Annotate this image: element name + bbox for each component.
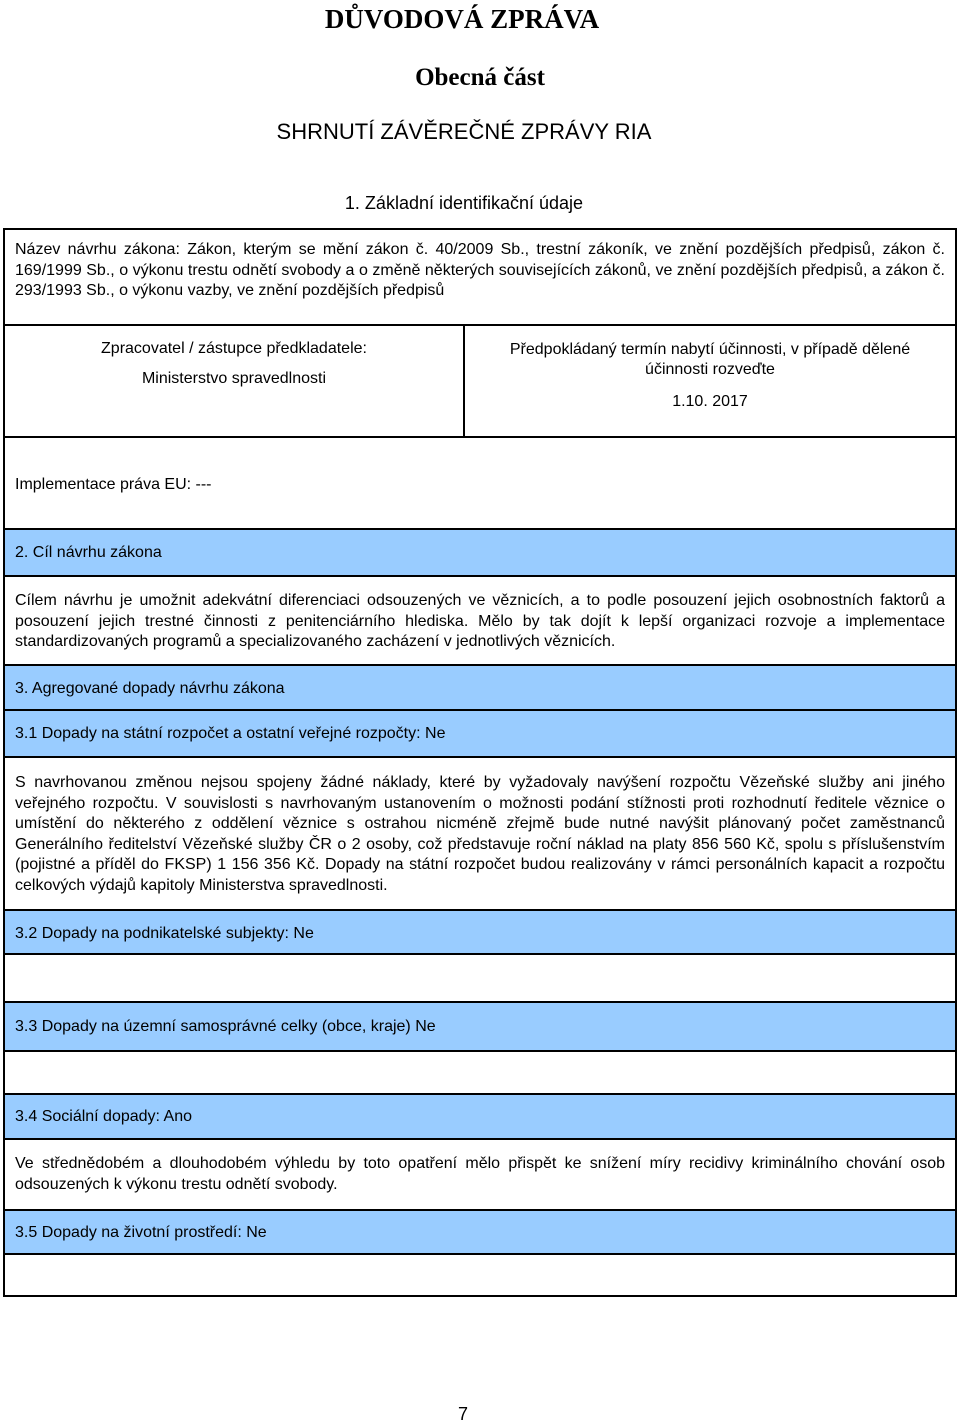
state-budget-text: S navrhovanou změnou nejsou spojeny žádné náklady, které by vyžadovaly navýšení rozpočtu Vězeňské služby ani jiného veřejného rozpočtu. V souvislosti s navrhovaným ustanovením o možnosti podání stížnosti proti rozhodnutí ředitele věznice o umístění do některého z oddělení věznice s ostrahou nicméně zřejmě bude nutné navýšit plánovaný počet zaměstnanců Generálního ředitelství Vězeňské služby ČR o 2 osoby, což představuje roční náklad na platy 856 560 Kč, spolu s příslušenstvím (pojistné a příděl do FKSP) 1 156 356 Kč. Dopady na státní rozpočet budou realizovány v rámci personálních kapacit a rozpočtu celkových výdajů kapitoly Ministerstva spravedlnosti.: [15, 774, 945, 894]
divider: [5, 1253, 955, 1255]
business-heading: 3.2 Dopady na podnikatelské subjekty: Ne: [5, 911, 955, 953]
environment-heading: 3.5 Dopady na životní prostředí: Ne: [5, 1211, 955, 1253]
ria-summary-table: [3, 228, 957, 1297]
processor-value: Ministerstvo spravedlnosti: [141, 370, 327, 387]
section1-title: 1. Základní identifikační údaje: [344, 193, 584, 213]
divider: [5, 436, 955, 438]
effective-value: 1.10. 2017: [672, 393, 748, 410]
impacts-heading: 3. Agregované dopady návrhu zákona: [5, 666, 955, 709]
goal-heading: 2. Cíl návrhu zákona: [5, 530, 955, 575]
divider: [5, 1050, 955, 1052]
effective-label: Předpokládaný termín nabytí účinnosti, v případě dělené účinnosti rozveďte: [509, 341, 911, 378]
divider: [5, 1138, 955, 1140]
eu-implementation: Implementace práva EU: ---: [15, 476, 212, 493]
goal-text: Cílem návrhu je umožnit adekvátní diferenciaci odsouzených ve věznicích, a to podle posouzení jejich osobnostních faktorů a posouzení jejich trestné činnosti z penitenciárního hlediska. Mělo by tak dojít k lepší organizaci rozvoje a implementace standardizovaných programů a specializovaného zacházení v jednotlivých věznicích.: [15, 592, 945, 650]
page-number: 7: [457, 1404, 468, 1424]
processor-cell: [5, 326, 463, 436]
processor-effective-row: [5, 326, 955, 436]
state-budget-heading: 3.1 Dopady na státní rozpočet a ostatní veřejné rozpočty: Ne: [5, 711, 955, 756]
municipalities-heading: 3.3 Dopady na územní samosprávné celky (obce, kraje) Ne: [5, 1003, 955, 1050]
social-heading: 3.4 Sociální dopady: Ano: [5, 1095, 955, 1138]
processor-label: Zpracovatel / zástupce předkladatele:: [101, 340, 367, 357]
divider: [5, 575, 955, 577]
document-title: DŮVODOVÁ ZPRÁVA: [324, 4, 600, 34]
law-name: Název návrhu zákona: Zákon, kterým se mění zákon č. 40/2009 Sb., trestní zákoník, ve znění pozdějších předpisů, zákon č. 169/1999 Sb., o výkonu trestu odnětí svobody a o změně některých souvisejících zákonů, ve znění pozdějších předpisů, a zákon č. 293/1993 Sb., o výkonu vazby, ve znění pozdějších předpisů: [15, 241, 945, 299]
document-subtitle: Obecná část: [415, 64, 545, 91]
social-text: Ve střednědobém a dlouhodobém výhledu by toto opatření mělo přispět ke snížení míry recidivy kriminálního chování osob odsouzených k výkonu trestu odnětí svobody.: [15, 1155, 945, 1193]
effective-cell: [465, 326, 955, 436]
divider: [5, 756, 955, 758]
summary-title: SHRNUTÍ ZÁVĚREČNÉ ZPRÁVY RIA: [276, 119, 652, 144]
divider: [5, 953, 955, 955]
